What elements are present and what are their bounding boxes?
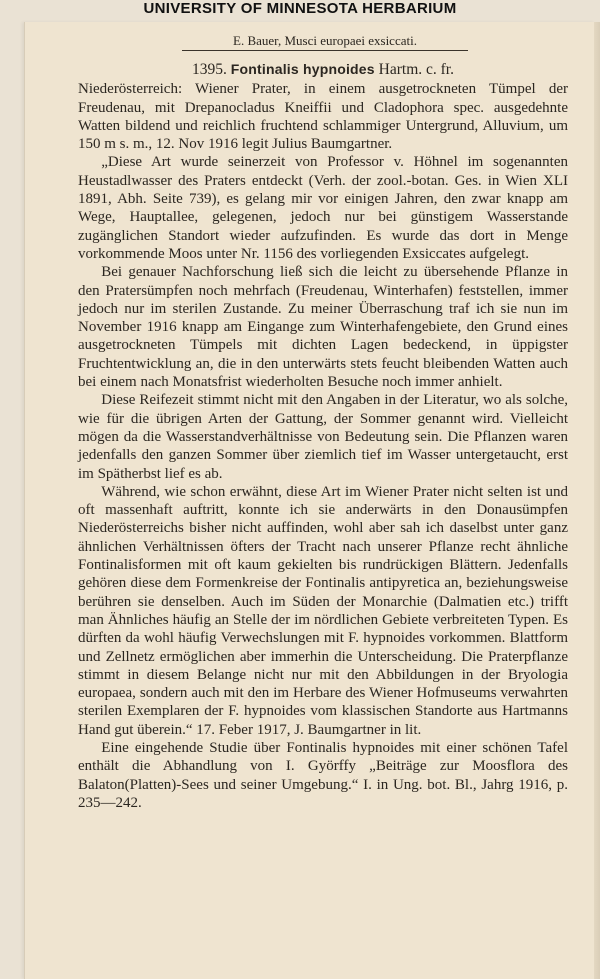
label-text	[78, 60, 568, 812]
note-paragraph-4: Während, wie schon erwähnt, diese Art im Wiener Prater nicht selten ist und oft massenhaft auftritt, konnte ich sie anderwärts in den Donausümpfen Niederösterreichs bisher nicht auffinden, wohl aber sah ich daselbst unter ganz ähnlichen Verhältnissen öfters der Tracht nach unserer Pflanze recht ähnliche Fontinalisformen mit oft kaum gekielten bis rundrückigen Blättern. Jedenfalls gehören diese dem Formenkreise der Fontinalis antipyretica an, beziehungsweise berühren sie denselben. Auch im Süden der Monarchie (Dalmatien etc.) trifft man Ähnliches häufig an Stelle der im nördlichen Gebiete verbreiteten Typen. Es dürften da wohl häufig Verwechslungen mit F. hypnoides vorkommen. Blattform und Zellnetz ermöglichen aber immerhin die Unterscheidung. Die Praterpflanze stimmt in diesem Belange nicht nur mit den Abbildungen in der Bryologia europaea, sondern auch mit den im Herbare des Wiener Hofmuseums verwahrten sterilen Exemplaren der F. hypnoides vom klassischen Standorte aus Hartmanns Hand gut überein.“ 17. Feber 1917, J. Baumgartner in lit.	[78, 483, 568, 738]
series-divider	[182, 50, 468, 51]
label-title	[78, 60, 568, 79]
note-paragraph-3: Diese Reifezeit stimmt nicht mit den Angaben in der Literatur, wo als solche, wie für die übrigen Arten der Gattung, der Sommer genannt wird. Vielleicht mögen da die Wasserstandverhältnisse von Bedeutung sein. Die Pflanzen waren jedenfalls den ganzen Sommer über ziemlich tief im Wasser untergetaucht, erst im Spätherbst lief es ab.	[78, 392, 568, 482]
note-paragraph-2: Bei genauer Nachforschung ließ sich die leicht zu übersehende Pflanze in den Pratersümpfen noch mehrfach (Freudenau, Winterhafen) feststellen, immer jedoch nur im sterilen Zustande. Zu meiner Überraschung traf ich sie nun im November 1916 knapp am Eingange zum Winterhafengebiete, den Grund eines ausgetrockneten Tümpels mit dichten Lagen bedeckend, in üppigster Fruchtentwicklung an, die in den unterwärts stets feucht bleibenden Watten auch bei einem nach Monatsfrist wiederholten Besuche noch immer anhielt.	[78, 264, 568, 391]
herbarium-header: UNIVERSITY OF MINNESOTA HERBARIUM	[143, 0, 457, 17]
taxon-authority: Hartm. c. fr.	[378, 61, 454, 78]
locality-paragraph: Niederösterreich: Wiener Prater, in einem ausgetrockneten Tümpel der Freudenau, mit Drepanocladus Kneiffii und Cladophora spec. ausgedehnte Watten bildend und reichlich fruchtend schlammiger Untergrund, Alluvium, um 150 m s. m., 12. Nov 1916 legit Julius Baumgartner.	[78, 81, 568, 153]
specimen-number: 1395.	[192, 61, 227, 78]
note-paragraph-1: „Diese Art wurde seinerzeit von Professor v. Höhnel im sogenannten Heustadlwasser des Praters entdeckt (Verh. der zool.-botan. Ges. in Wien XLI 1891, Abh. Seite 739), es gelang mir vor einigen Jahren, den zwar knapp am Wege, Hauptallee, gelegenen, jedoch nur bei günstigem Wasserstande zugänglichen Standort wieder aufzufinden. Es wurde das dort in Menge vorkommende Moos unter Nr. 1156 des vorliegenden Exsiccates aufgelegt.	[78, 154, 568, 262]
taxon-name: Fontinalis hypnoides	[230, 61, 375, 77]
note-paragraph-5: Eine eingehende Studie über Fontinalis hypnoides mit einer schönen Tafel enthält die Abhandlung von I. Györffy „Beiträge zur Moosflora des Balaton(Platten)-Sees und seiner Umgebung.“ I. in Ung. bot. Bl., Jahrg 1916, p. 235—242.	[78, 739, 568, 811]
sheet-edge	[594, 22, 600, 979]
series-title: E. Bauer, Musci europaei exsiccati.	[233, 33, 417, 48]
